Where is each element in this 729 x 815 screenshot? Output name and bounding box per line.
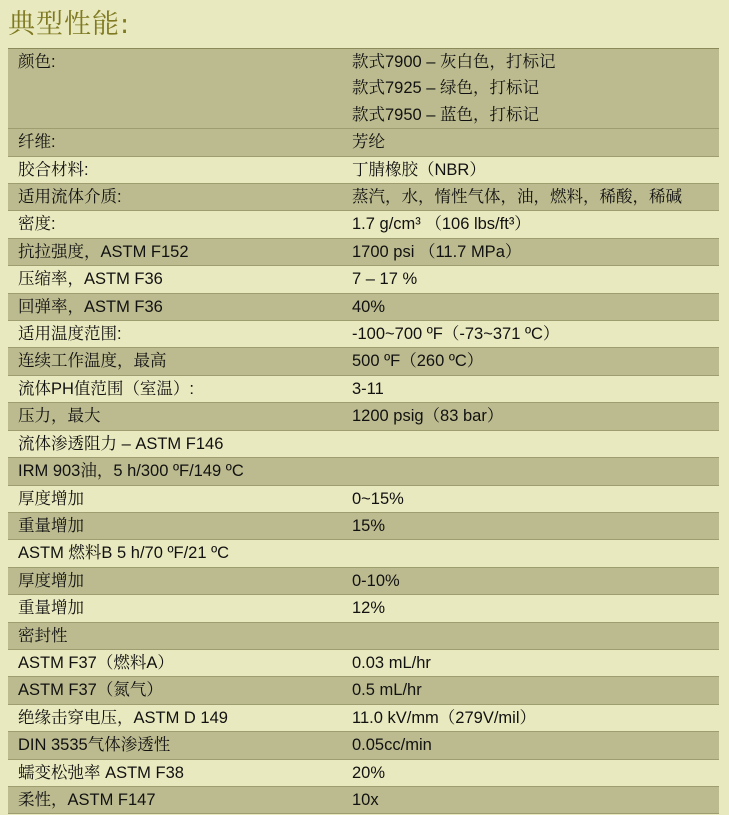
properties-table (8, 48, 719, 814)
property-value (352, 650, 719, 676)
property-label: 厚度增加 (18, 489, 84, 508)
property-label: 压力，最大 (18, 407, 101, 426)
table-row (8, 595, 719, 622)
property-label: 颜色: (18, 53, 56, 71)
table-row (8, 787, 719, 814)
table-row (8, 650, 719, 677)
property-value (352, 129, 719, 155)
property-value (352, 486, 719, 512)
property-label: 密封性 (18, 626, 68, 645)
table-row (8, 540, 719, 567)
property-label: DIN 3535气体渗透性 (18, 736, 171, 755)
property-value-line: 0.05cc/min (352, 736, 432, 755)
property-value-line: 丁腈橡胶（NBR） (352, 160, 486, 179)
property-label: 纤维: (18, 133, 56, 152)
property-value (352, 677, 719, 703)
property-value-line: 款式7950 – 蓝色，打标记 (352, 105, 540, 124)
table-row (8, 431, 719, 458)
table-row (8, 49, 719, 129)
property-label: 适用流体介质: (18, 188, 122, 207)
property-value-line (352, 540, 719, 566)
property-label: ASTM F37（燃料A） (18, 653, 174, 672)
table-row (8, 129, 719, 156)
table-row (8, 677, 719, 704)
property-value-line: 10x (352, 790, 379, 809)
property-label: ASTM F37（氮气） (18, 681, 163, 700)
table-row (8, 513, 719, 540)
property-value (352, 321, 719, 347)
property-label: 回弹率，ASTM F36 (18, 297, 163, 316)
property-label: 胶合材料: (18, 160, 89, 179)
property-value-line: 1.7 g/cm³ （106 lbs/ft³） (352, 215, 531, 234)
property-value-line: 7 – 17 % (352, 270, 418, 289)
property-value (352, 705, 719, 731)
property-value (352, 348, 719, 374)
table-row (8, 239, 719, 266)
property-value-line (352, 431, 719, 457)
page-title: 典型性能: (8, 9, 131, 40)
property-label: 蠕变松弛率 ASTM F38 (18, 763, 184, 782)
property-label: ASTM 燃料B 5 h/70 ºF/21 ºC (18, 544, 230, 563)
property-value-line: 0-10% (352, 571, 400, 590)
property-value-line: 款式7900 – 灰白色，打标记 (352, 53, 556, 71)
table-row (8, 321, 719, 348)
property-value (352, 595, 719, 621)
table-row (8, 266, 719, 293)
property-value-line: 1200 psig（83 bar） (352, 407, 504, 426)
property-label: 抗拉强度，ASTM F152 (18, 242, 189, 261)
property-value (352, 513, 719, 539)
property-value (352, 294, 719, 320)
property-value (352, 787, 719, 813)
property-label: 压缩率，ASTM F36 (18, 270, 163, 289)
property-label: IRM 903油，5 h/300 ºF/149 ºC (18, 462, 244, 481)
table-row (8, 211, 719, 238)
property-value-line: 0.5 mL/hr (352, 681, 422, 700)
property-value-line: 3-11 (352, 379, 384, 398)
property-value-line: 0.03 mL/hr (352, 653, 431, 672)
property-label: 重量增加 (18, 516, 84, 535)
property-value (352, 184, 719, 210)
property-value-line: 15% (352, 516, 386, 535)
property-value (352, 623, 719, 649)
property-label: 适用温度范围: (18, 325, 122, 344)
property-value (352, 568, 719, 594)
property-label: 厚度增加 (18, 571, 84, 590)
table-row (8, 458, 719, 485)
property-value-line: 40% (352, 297, 386, 316)
property-label: 柔性，ASTM F147 (18, 790, 156, 809)
table-row (8, 403, 719, 430)
property-value (352, 458, 719, 484)
property-value (352, 211, 719, 237)
table-row (8, 348, 719, 375)
property-value (352, 49, 719, 128)
table-row (8, 760, 719, 787)
property-value (352, 760, 719, 786)
property-value-line: 20% (352, 763, 386, 782)
property-value (352, 403, 719, 429)
property-value (352, 239, 719, 265)
table-row (8, 623, 719, 650)
property-value (352, 266, 719, 292)
table-row (8, 732, 719, 759)
property-value (352, 376, 719, 402)
property-label: 流体PH值范围（室温）: (18, 379, 195, 398)
property-value-line: 蒸汽，水，惰性气体，油，燃料，稀酸，稀碱 (352, 188, 682, 207)
property-value (352, 540, 719, 566)
property-label: 流体渗透阻力 – ASTM F146 (18, 434, 224, 453)
property-value-line: 芳纶 (352, 133, 385, 152)
property-label: 连续工作温度，最高 (18, 352, 167, 371)
property-label: 重量增加 (18, 599, 84, 618)
property-value-line: -100~700 ºF（-73~371 ºC） (352, 325, 560, 344)
property-value-line: 11.0 kV/mm（279V/mil） (352, 708, 536, 727)
table-row (8, 705, 719, 732)
property-value-line: 款式7925 – 绿色，打标记 (352, 79, 540, 98)
table-row (8, 157, 719, 184)
property-label: 密度: (18, 215, 56, 234)
property-label: 绝缘击穿电压，ASTM D 149 (18, 708, 228, 727)
table-row (8, 184, 719, 211)
table-row (8, 376, 719, 403)
property-value (352, 732, 719, 758)
property-value-line: 12% (352, 599, 386, 618)
property-value-line: 1700 psi （11.7 MPa） (352, 242, 522, 261)
property-value-line (352, 623, 719, 649)
table-row (8, 568, 719, 595)
property-value-line: 0~15% (352, 489, 404, 508)
property-value-line (352, 458, 719, 484)
property-value (352, 157, 719, 183)
property-value-line: 500 ºF（260 ºC） (352, 352, 484, 371)
table-row (8, 486, 719, 513)
table-row (8, 294, 719, 321)
property-value (352, 431, 719, 457)
